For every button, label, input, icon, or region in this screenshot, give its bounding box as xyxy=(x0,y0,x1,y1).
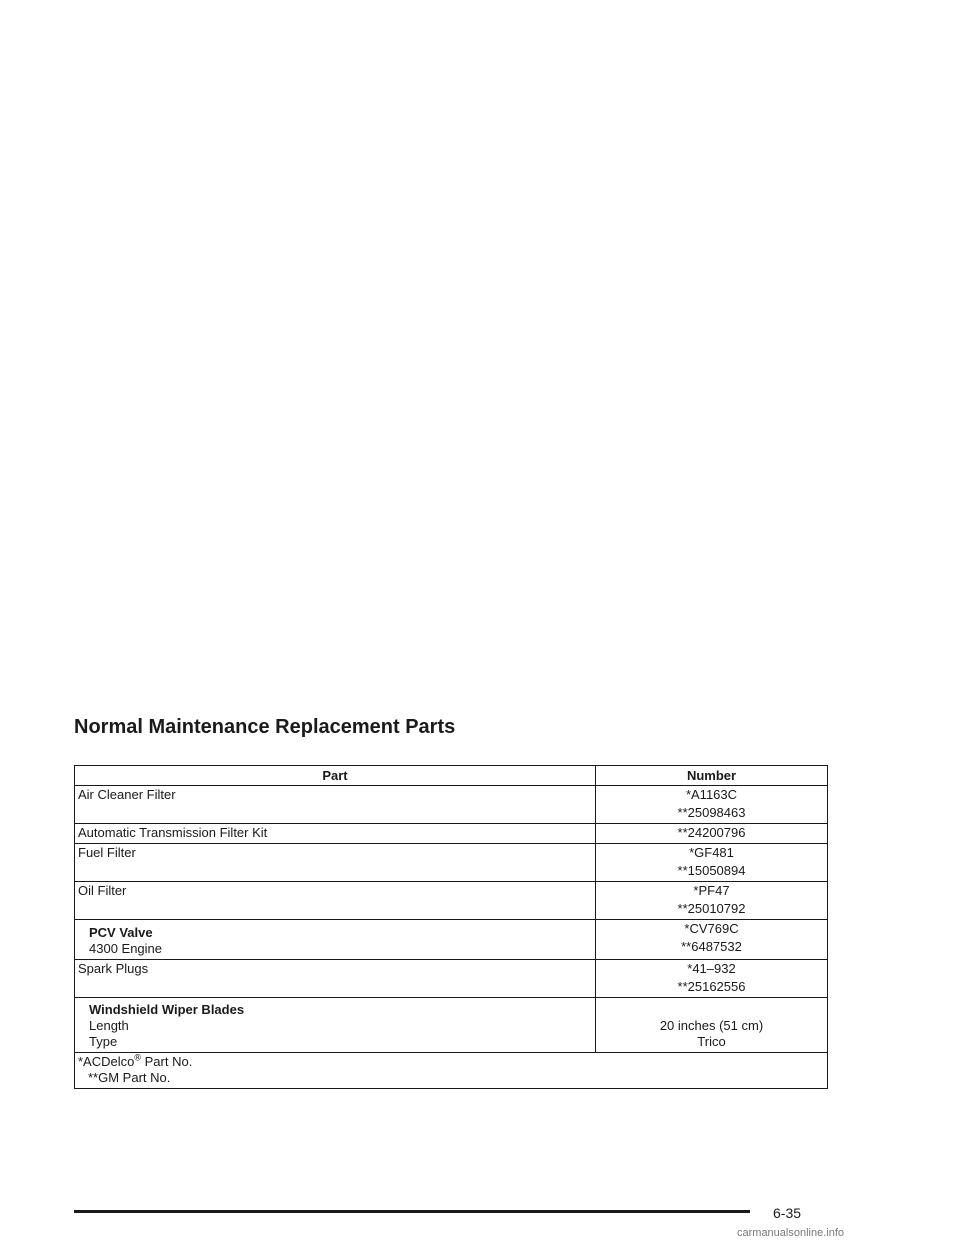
table-row xyxy=(75,920,828,960)
part-name xyxy=(75,920,596,960)
part-number xyxy=(596,960,828,998)
table-row xyxy=(75,786,828,824)
table-row xyxy=(75,844,828,882)
gm-number: **25010792 xyxy=(677,901,746,916)
part-number xyxy=(596,844,828,882)
gm-number: **24200796 xyxy=(677,825,746,840)
gm-number: **25162556 xyxy=(677,979,746,994)
gm-number: **6487532 xyxy=(681,939,742,954)
acdelco-number: *PF47 xyxy=(693,883,730,898)
footer-rule xyxy=(74,1210,750,1213)
part-subitem: Length xyxy=(89,1018,129,1033)
part-name: Spark Plugs xyxy=(75,960,596,998)
part-number xyxy=(596,786,828,824)
part-number xyxy=(596,824,828,844)
acdelco-number: *GF481 xyxy=(689,845,734,860)
table-footnotes xyxy=(75,1053,828,1089)
footnote-acdelco-prefix: *ACDelco xyxy=(78,1054,135,1069)
wiper-length-value: 20 inches (51 cm) xyxy=(659,1018,764,1033)
table-header-row xyxy=(75,766,828,786)
part-name xyxy=(75,998,596,1053)
part-subitem: Type xyxy=(89,1034,118,1049)
watermark: carmanualsonline.info xyxy=(737,1227,845,1239)
part-name: Oil Filter xyxy=(75,882,596,920)
part-number xyxy=(596,998,828,1053)
part-name: Automatic Transmission Filter Kit xyxy=(75,824,596,844)
acdelco-number: *CV769C xyxy=(684,921,739,936)
gm-number: **25098463 xyxy=(677,805,746,820)
part-number xyxy=(596,920,828,960)
page-number: 6-35 xyxy=(773,1205,802,1221)
part-subitem: 4300 Engine xyxy=(89,941,163,956)
registered-mark: ® xyxy=(134,1052,141,1063)
table-footnote-row xyxy=(75,1053,828,1089)
part-heading: PCV Valve xyxy=(89,925,153,940)
table-row xyxy=(75,882,828,920)
replacement-parts-table xyxy=(74,765,828,1089)
wiper-type-value: Trico xyxy=(697,1034,726,1049)
part-heading: Windshield Wiper Blades xyxy=(89,1002,245,1017)
footnote-acdelco xyxy=(78,1054,824,1070)
table-row xyxy=(75,824,828,844)
column-header-number: Number xyxy=(596,766,828,786)
table-row xyxy=(75,998,828,1053)
part-number xyxy=(596,882,828,920)
table-row xyxy=(75,960,828,998)
footnote-acdelco-suffix: Part No. xyxy=(144,1054,193,1069)
acdelco-number: *A1163C xyxy=(685,787,738,802)
part-name: Air Cleaner Filter xyxy=(75,786,596,824)
part-name: Fuel Filter xyxy=(75,844,596,882)
acdelco-number: *41–932 xyxy=(687,961,736,976)
gm-number: **15050894 xyxy=(677,863,746,878)
section-title: Normal Maintenance Replacement Parts xyxy=(74,716,456,738)
footnote-gm: **GM Part No. xyxy=(88,1070,171,1085)
column-header-part: Part xyxy=(75,766,596,786)
